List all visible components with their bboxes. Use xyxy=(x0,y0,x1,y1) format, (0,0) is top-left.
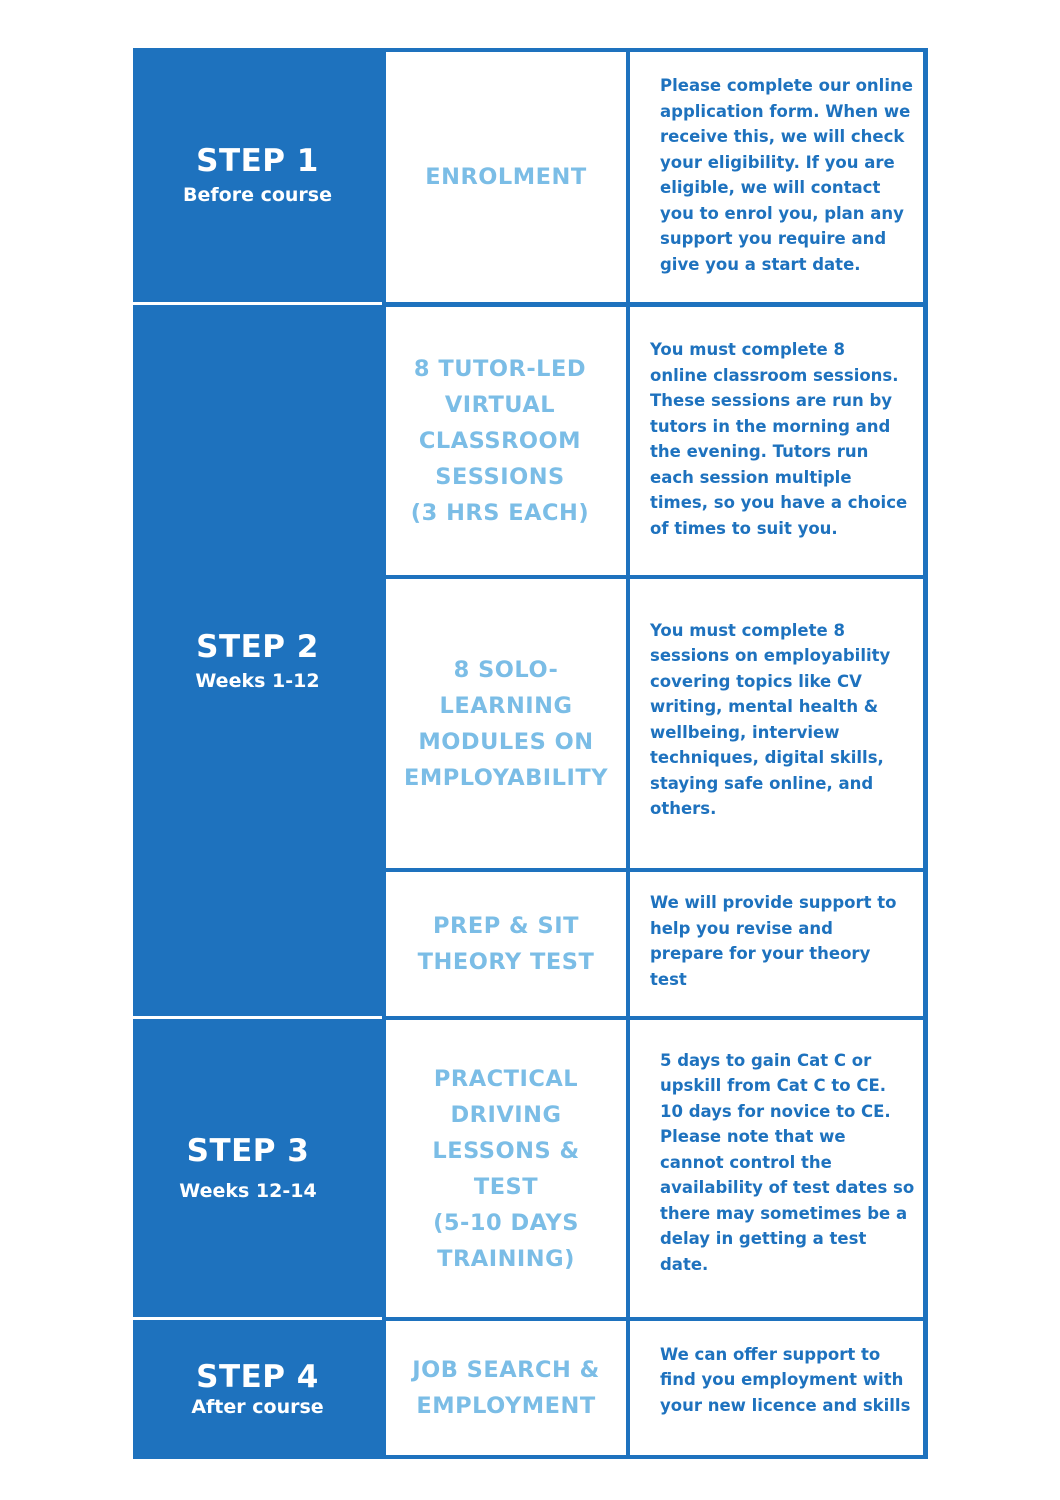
activity-label: PREP & SIT THEORY TEST xyxy=(417,913,595,975)
step-3-subtitle: Weeks 12-14 xyxy=(179,1179,317,1202)
activity-label: ENROLMENT xyxy=(425,164,587,190)
description-text: You must complete 8 sessions on employability covering topics like CV writing, mental health & wellbeing, interview techniques, digital skills, staying safe online, and others. xyxy=(650,620,891,818)
description-text: 5 days to gain Cat C or upskill from Cat C to CE. 10 days for novice to CE. Please note that we cannot control the availability of test dates so there may sometimes be a delay in getting a test date. xyxy=(660,1050,915,1274)
description-cell-job-search xyxy=(630,1321,923,1455)
activity-label: 8 TUTOR-LED VIRTUAL CLASSROOM SESSIONS (3 HRS EACH) xyxy=(410,356,590,526)
description-text: Please complete our online application form. When we receive this, we will check your eligibility. If you are eligible, we will contact you to enrol you, plan any support you require and give you a start date. xyxy=(660,76,913,274)
step-1-subtitle: Before course xyxy=(183,183,332,206)
step-1-block xyxy=(133,48,382,302)
description-cell-theory-test xyxy=(630,872,923,1016)
description-text: We will provide support to help you revise and prepare for your theory test xyxy=(650,893,897,989)
course-steps-table xyxy=(133,48,928,1459)
activity-cell-enrolment xyxy=(386,52,626,302)
description-cell-classroom xyxy=(630,307,923,575)
description-cell-practical xyxy=(630,1020,923,1317)
activity-cell-modules xyxy=(386,579,626,868)
description-cell-enrolment xyxy=(630,52,923,302)
step-2-block xyxy=(133,305,382,1017)
activity-label: JOB SEARCH & EMPLOYMENT xyxy=(412,1357,600,1419)
step-1-title: STEP 1 xyxy=(196,142,319,179)
step-2-title: STEP 2 xyxy=(196,628,319,665)
activity-cell-practical xyxy=(386,1020,626,1317)
activity-cell-job-search xyxy=(386,1321,626,1455)
activity-label: PRACTICAL DRIVING LESSONS & TEST (5-10 DAYS TRAINING) xyxy=(432,1065,580,1272)
activity-label: 8 SOLO- LEARNING MODULES ON EMPLOYABILITY xyxy=(403,656,609,791)
description-text: You must complete 8 online classroom sessions. These sessions are run by tutors in the morning and the evening. Tutors run each session multiple times, so you have a choice of times to suit you. xyxy=(650,340,908,538)
activity-cell-theory-test xyxy=(386,872,626,1016)
step-2-subtitle: Weeks 1-12 xyxy=(195,669,320,692)
step-3-block xyxy=(133,1019,363,1317)
step-4-subtitle: After course xyxy=(191,1396,324,1419)
step-4-block xyxy=(133,1320,382,1459)
step-3-title: STEP 3 xyxy=(186,1132,310,1169)
activity-cell-classroom xyxy=(386,307,626,575)
description-cell-modules xyxy=(630,579,923,868)
description-text: We can offer support to find you employment with your new licence and skills xyxy=(660,1344,911,1415)
step-4-title: STEP 4 xyxy=(196,1359,319,1396)
